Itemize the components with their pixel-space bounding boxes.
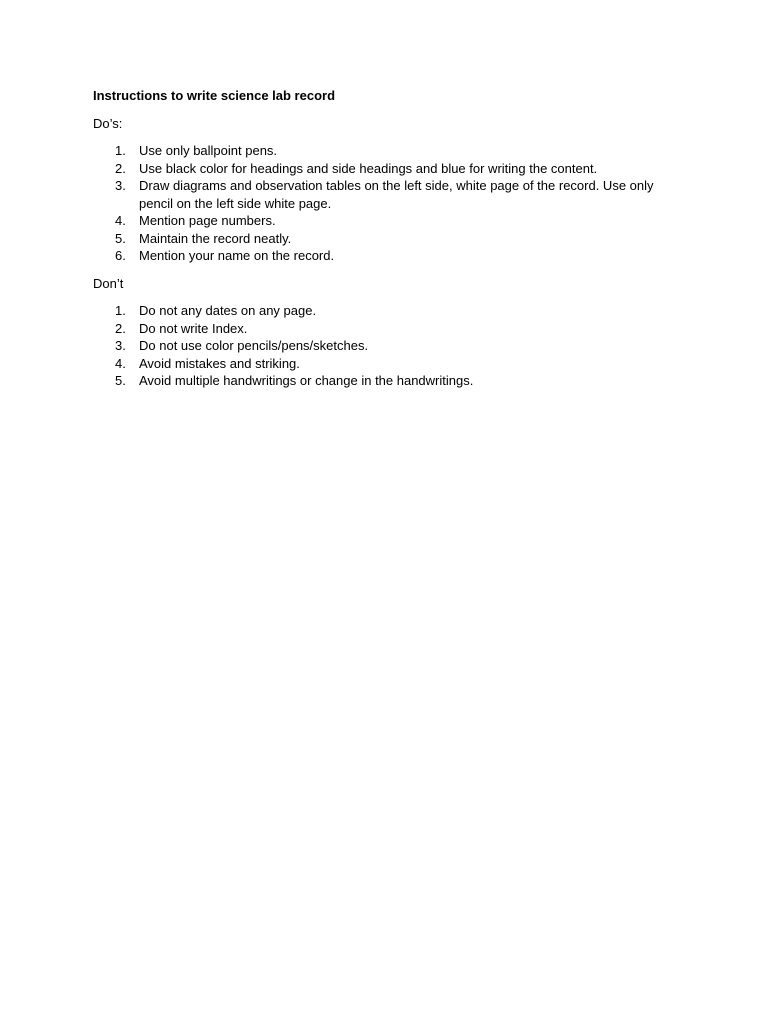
dos-list-item xyxy=(93,230,673,248)
list-item-text: Mention your name on the record. xyxy=(139,248,335,263)
list-item-text: Do not any dates on any page. xyxy=(139,303,317,318)
list-item-text: Use only ballpoint pens. xyxy=(139,143,278,158)
list-item-text: Do not use color pencils/pens/sketches. xyxy=(139,338,369,353)
list-item-number: 5. xyxy=(115,230,126,246)
list-item-text: Use black color for headings and side headings and blue for writing the content. xyxy=(139,160,598,176)
list-item-text: Draw diagrams and observation tables on the left side, white page of the record. Use only pencil on the left side white page. xyxy=(139,178,654,211)
list-item-text: Avoid mistakes and striking. xyxy=(139,355,300,371)
list-item-text: Maintain the record neatly. xyxy=(139,230,292,246)
dos-list xyxy=(93,142,673,265)
list-item-number: 5. xyxy=(115,373,126,388)
list-item-number: 4. xyxy=(115,355,126,371)
list-item-number: 4. xyxy=(115,213,126,228)
dos-list-item xyxy=(93,177,673,212)
list-item-number: 3. xyxy=(115,338,126,353)
list-item-number: 3. xyxy=(115,178,126,193)
list-item-number: 1. xyxy=(115,303,126,318)
donts-list-item xyxy=(93,320,673,338)
donts-list-item xyxy=(93,337,673,355)
donts-list-item xyxy=(93,355,673,373)
donts-list xyxy=(93,302,673,390)
document-body xyxy=(93,87,673,400)
document-title: Instructions to write science lab record xyxy=(93,88,336,103)
donts-list-item xyxy=(93,372,673,390)
donts-list-item xyxy=(93,302,673,320)
dos-heading: Do’s: xyxy=(93,115,123,131)
list-item-number: 2. xyxy=(115,160,126,176)
dos-list-item xyxy=(93,160,673,178)
dos-list-item xyxy=(93,212,673,230)
list-item-text: Do not write Index. xyxy=(139,320,248,336)
list-item-number: 2. xyxy=(115,320,126,336)
list-item-number: 1. xyxy=(115,143,126,158)
dos-list-item xyxy=(93,142,673,160)
list-item-text: Mention page numbers. xyxy=(139,213,276,228)
dos-list-item xyxy=(93,247,673,265)
list-item-text: Avoid multiple handwritings or change in the handwritings. xyxy=(139,373,474,388)
donts-heading: Don’t xyxy=(93,275,124,291)
list-item-number: 6. xyxy=(115,248,126,263)
